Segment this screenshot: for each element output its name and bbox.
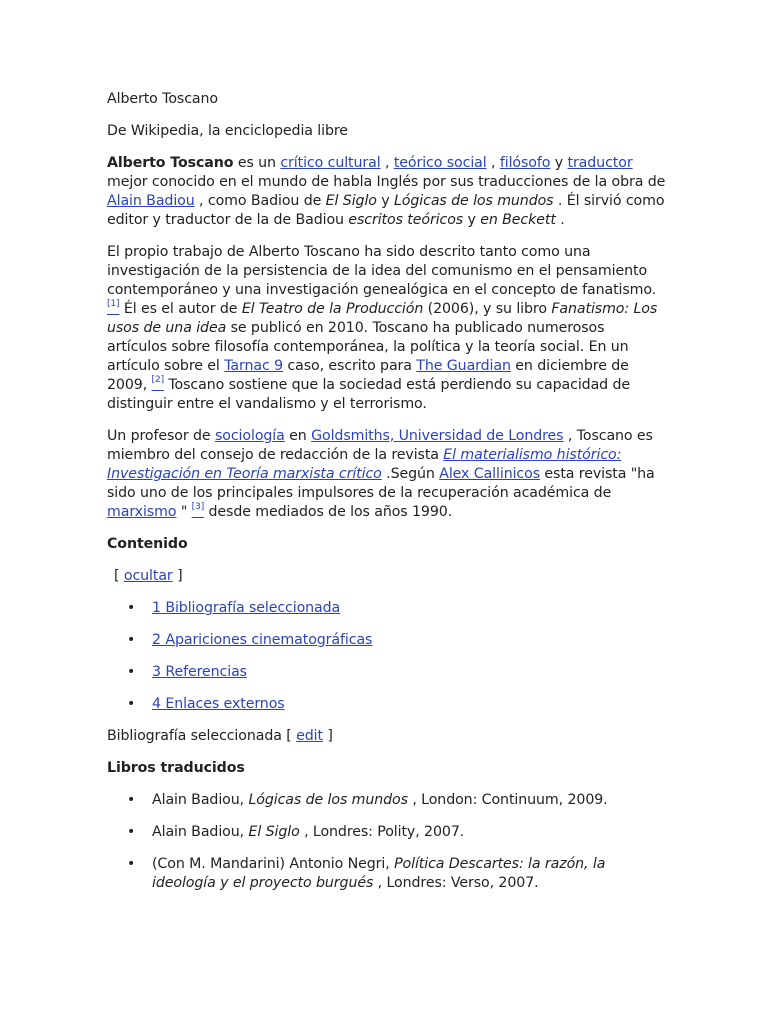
toc-list <box>107 599 667 714</box>
ref-label: [1] <box>107 299 120 309</box>
book-title: Lógicas de los mundos <box>394 193 554 209</box>
book-list <box>107 791 667 893</box>
text: (2006), y su libro <box>423 301 552 317</box>
book-title: El Siglo <box>248 824 300 840</box>
toc-link-bibliografia[interactable]: 1 Bibliografía seleccionada <box>152 600 341 616</box>
book-item <box>107 855 667 893</box>
text: " <box>176 504 192 520</box>
journal-title: El materialismo histórico: Investigación en Teoría marxista crítico <box>107 447 622 482</box>
ref-link-2[interactable] <box>152 377 164 393</box>
text: desde mediados de los años 1990. <box>204 504 453 520</box>
ref-link-3[interactable] <box>192 504 204 520</box>
work-paragraph <box>107 243 667 414</box>
section-heading-bibliografia <box>107 727 667 746</box>
toc-toggle <box>107 567 667 586</box>
text: Un profesor de <box>107 428 215 444</box>
text: , Toscano es miembro del consejo de redacción de la revista <box>107 428 653 463</box>
link-goldsmiths[interactable]: Goldsmiths, Universidad de Londres <box>311 428 564 444</box>
book-title: El Teatro de la Producción <box>241 301 424 317</box>
link-sociologia[interactable]: sociología <box>214 428 285 444</box>
link-traductor[interactable]: traductor <box>567 155 633 171</box>
link-teorico-social[interactable]: teórico social <box>393 155 487 171</box>
text: es un <box>233 155 281 171</box>
toc-link-apariciones[interactable]: 2 Apariciones cinematográficas <box>152 632 373 648</box>
toc-link-enlaces[interactable]: 4 Enlaces externos <box>152 696 285 712</box>
book-item <box>107 823 667 842</box>
text: se publicó en 2010. Toscano ha publicado numerosos artículos sobre filosofía contemporánea, la política y la teoría social. En un artículo sobre el <box>107 320 629 374</box>
text: El propio trabajo de Alberto Toscano ha sido descrito tanto como una investigación de la persistencia de la idea del comunismo en el pensamiento contemporáneo y una investigación genealógica en el concepto de fanatismo. <box>107 244 657 298</box>
bracket: ] <box>322 728 333 744</box>
text: , <box>486 155 500 171</box>
link-marxismo[interactable]: marxismo <box>107 504 177 520</box>
toc-item <box>107 631 667 650</box>
subject-name: Alberto Toscano <box>107 155 234 171</box>
bracket: [ <box>114 568 124 584</box>
text: en diciembre de 2009, <box>107 358 629 393</box>
book-title: El Siglo <box>325 193 377 209</box>
link-critico-cultural[interactable]: crítico cultural <box>280 155 381 171</box>
toc-item <box>107 663 667 682</box>
text: y <box>550 155 568 171</box>
toc-hide-link[interactable]: ocultar <box>123 568 173 584</box>
section-title: Bibliografía seleccionada <box>107 728 282 744</box>
profession-paragraph <box>107 427 667 522</box>
link-alex-callinicos[interactable]: Alex Callinicos <box>439 466 540 482</box>
link-filosofo[interactable]: filósofo <box>499 155 551 171</box>
book-title: Lógicas de los mundos <box>248 792 408 808</box>
edit-link[interactable]: edit <box>296 728 323 744</box>
ref-label: [2] <box>151 375 164 385</box>
book-item <box>107 791 667 810</box>
text: mejor conocido en el mundo de habla Inglés por sus traducciones de la obra de <box>107 174 666 190</box>
link-alain-badiou[interactable]: Alain Badiou <box>107 193 195 209</box>
bracket: ] <box>172 568 183 584</box>
link-tarnac-9[interactable]: Tarnac 9 <box>224 358 284 374</box>
text: y <box>376 193 394 209</box>
text: caso, escrito para <box>283 358 417 374</box>
text: Toscano sostiene que la sociedad está perdiendo su capacidad de distinguir entre el vandalismo y el terrorismo. <box>107 377 631 412</box>
book-publisher: , London: Continuum, 2009. <box>407 792 608 808</box>
text: . Él sirvió como editor y traductor de la de Badiou <box>107 193 665 228</box>
bracket: [ <box>281 728 297 744</box>
book-author: Alain Badiou, <box>152 792 249 808</box>
text: Él es el autor de <box>119 301 242 317</box>
ref-link-1[interactable] <box>107 301 119 317</box>
article <box>107 90 667 906</box>
book-publisher: , Londres: Verso, 2007. <box>373 875 539 891</box>
ref-label: [3] <box>191 502 205 512</box>
book-title: Fanatismo: Los usos de una idea <box>107 301 658 336</box>
text: .Según <box>381 466 440 482</box>
tagline: De Wikipedia, la enciclopedia libre <box>107 123 348 139</box>
page-title: Alberto Toscano <box>107 91 218 107</box>
link-the-guardian[interactable]: The Guardian <box>416 358 511 374</box>
subsection-heading: Libros traducidos <box>107 760 245 776</box>
toc-link-referencias[interactable]: 3 Referencias <box>152 664 247 680</box>
book-author: Alain Badiou, <box>152 824 249 840</box>
toc-item <box>107 695 667 714</box>
text: . <box>555 212 565 228</box>
text: esta revista "ha sido uno de los principales impulsores de la recuperación académica de <box>107 466 655 501</box>
book-title: en Beckett <box>480 212 556 228</box>
toc-item <box>107 599 667 618</box>
book-publisher: , Londres: Polity, 2007. <box>299 824 465 840</box>
text: en <box>284 428 312 444</box>
book-title: Política Descartes: la razón, la ideología y el proyecto burgués <box>152 856 606 891</box>
book-title: escritos teóricos <box>348 212 464 228</box>
text: , <box>380 155 394 171</box>
text: y <box>463 212 481 228</box>
intro-paragraph <box>107 154 667 230</box>
toc-heading: Contenido <box>107 536 188 552</box>
text: , como Badiou de <box>194 193 326 209</box>
book-author: (Con M. Mandarini) Antonio Negri, <box>152 856 395 872</box>
